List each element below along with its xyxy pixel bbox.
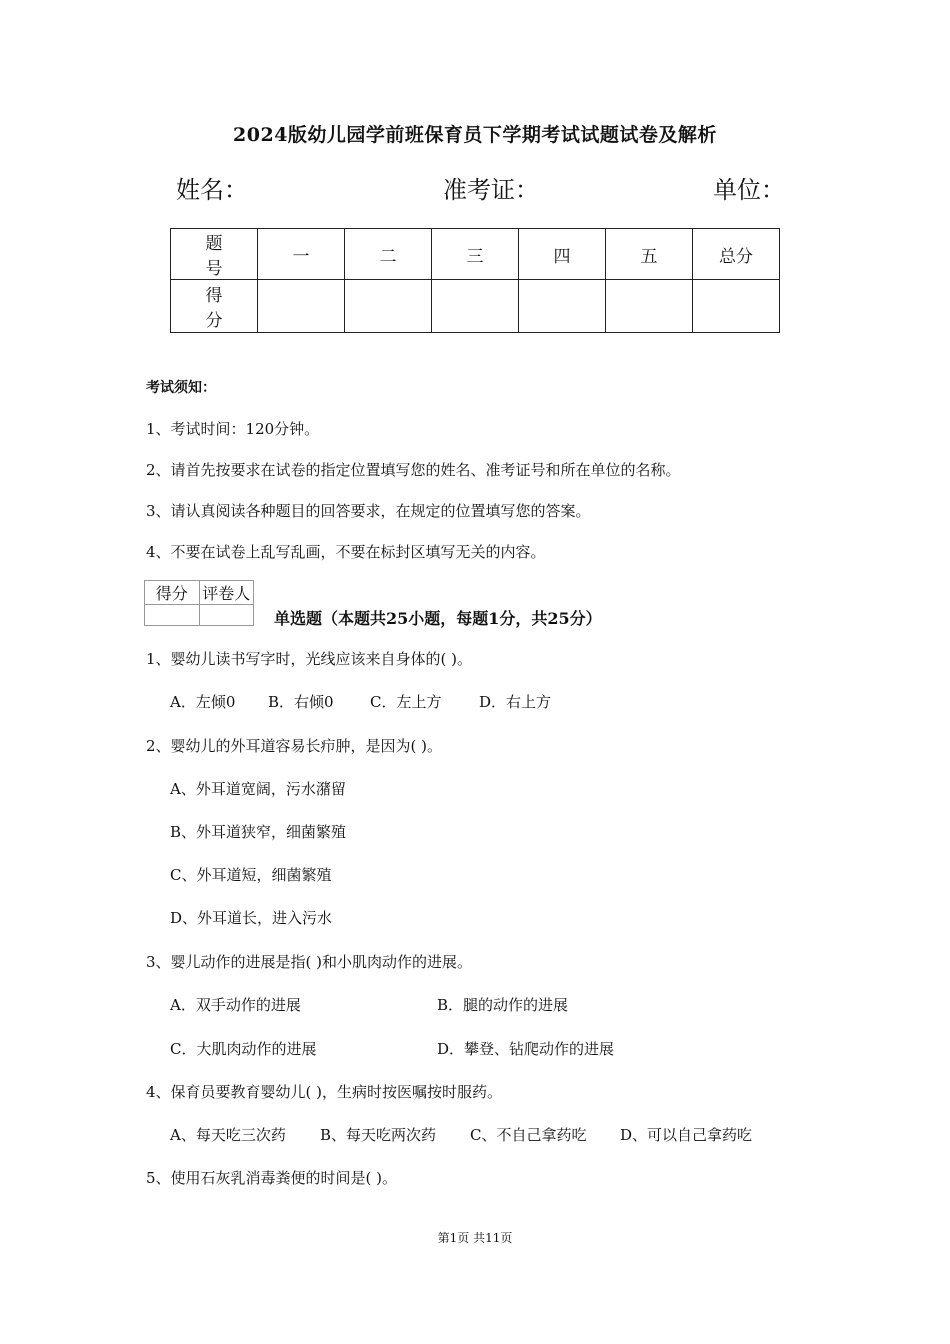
section-heading: 单选题（本题共25小题，每题1分，共25分）: [274, 609, 602, 628]
score-label: 得 分: [171, 280, 258, 333]
section-4-score-cell[interactable]: [519, 280, 606, 333]
option-d[interactable]: D．攀登、钻爬动作的进展: [437, 1040, 615, 1058]
section-3-score-cell[interactable]: [432, 280, 519, 333]
option-a[interactable]: A．左倾0: [170, 693, 236, 711]
option-a[interactable]: A、每天吃三次药: [170, 1126, 286, 1144]
exam-number-field-label: 准考证：: [443, 176, 539, 204]
score-table-header-row: [171, 229, 780, 280]
section-2-score-cell[interactable]: [345, 280, 432, 333]
option-b[interactable]: B．腿的动作的进展: [437, 996, 569, 1014]
section-2-header: 二: [345, 229, 432, 280]
note-item: 1、考试时间：120分钟。: [146, 420, 320, 438]
option-a[interactable]: A、外耳道宽阔，污水潴留: [170, 780, 346, 798]
grader-box: [144, 580, 254, 626]
option-c[interactable]: C、外耳道短，细菌繁殖: [170, 866, 332, 884]
note-item: 4、不要在试卷上乱写乱画，不要在标封区填写无关的内容。: [146, 543, 546, 561]
score-table-score-row: [171, 280, 780, 333]
note-item: 2、请首先按要求在试卷的指定位置填写您的姓名、准考证号和所在单位的名称。: [146, 461, 681, 479]
page-title: 2024版幼儿园学前班保育员下学期考试试题试卷及解析: [233, 124, 717, 146]
option-d[interactable]: D、可以自己拿药吃: [620, 1126, 753, 1144]
option-b[interactable]: B、每天吃两次药: [320, 1126, 437, 1144]
option-d[interactable]: D．右上方: [479, 693, 552, 711]
question-stem: 2、婴幼儿的外耳道容易长疖肿，是因为( )。: [146, 737, 443, 755]
section-5-score-cell[interactable]: [606, 280, 693, 333]
option-c[interactable]: C．左上方: [370, 693, 442, 711]
option-b[interactable]: B．右倾0: [268, 693, 334, 711]
question-stem: 5、使用石灰乳消毒粪便的时间是( )。: [146, 1169, 398, 1187]
option-a[interactable]: A．双手动作的进展: [170, 996, 301, 1014]
question-stem: 1、婴幼儿读书写字时，光线应该来自身体的( )。: [146, 650, 473, 668]
name-field-label: 姓名：: [176, 176, 248, 204]
option-b[interactable]: B、外耳道狭窄，细菌繁殖: [170, 823, 347, 841]
grader-score-cell[interactable]: [145, 605, 200, 626]
option-c[interactable]: C、不自己拿药吃: [470, 1126, 587, 1144]
grader-name-label: 评卷人: [199, 581, 254, 605]
score-table: [170, 228, 780, 333]
notes-title: 考试须知：: [146, 380, 216, 396]
section-3-header: 三: [432, 229, 519, 280]
note-item: 3、请认真阅读各种题目的回答要求，在规定的位置填写您的答案。: [146, 502, 591, 520]
unit-field-label: 单位：: [713, 176, 785, 204]
total-score-cell[interactable]: [693, 280, 780, 333]
section-1-header: 一: [258, 229, 345, 280]
question-stem: 4、保育员要教育婴幼儿( )，生病时按医嘱按时服药。: [146, 1083, 503, 1101]
total-header: 总分: [693, 229, 780, 280]
grader-name-cell[interactable]: [199, 605, 254, 626]
option-d[interactable]: D、外耳道长，进入污水: [170, 909, 333, 927]
option-c[interactable]: C．大肌肉动作的进展: [170, 1040, 317, 1058]
grader-score-label: 得分: [145, 581, 200, 605]
candidate-info-row: [0, 170, 950, 204]
question-stem: 3、婴儿动作的进展是指( )和小肌肉动作的进展。: [146, 953, 473, 971]
section-1-score-cell[interactable]: [258, 280, 345, 333]
section-5-header: 五: [606, 229, 693, 280]
question-number-label: 题 号: [171, 229, 258, 280]
page-footer: 第1页 共11页: [437, 1231, 513, 1245]
section-4-header: 四: [519, 229, 606, 280]
